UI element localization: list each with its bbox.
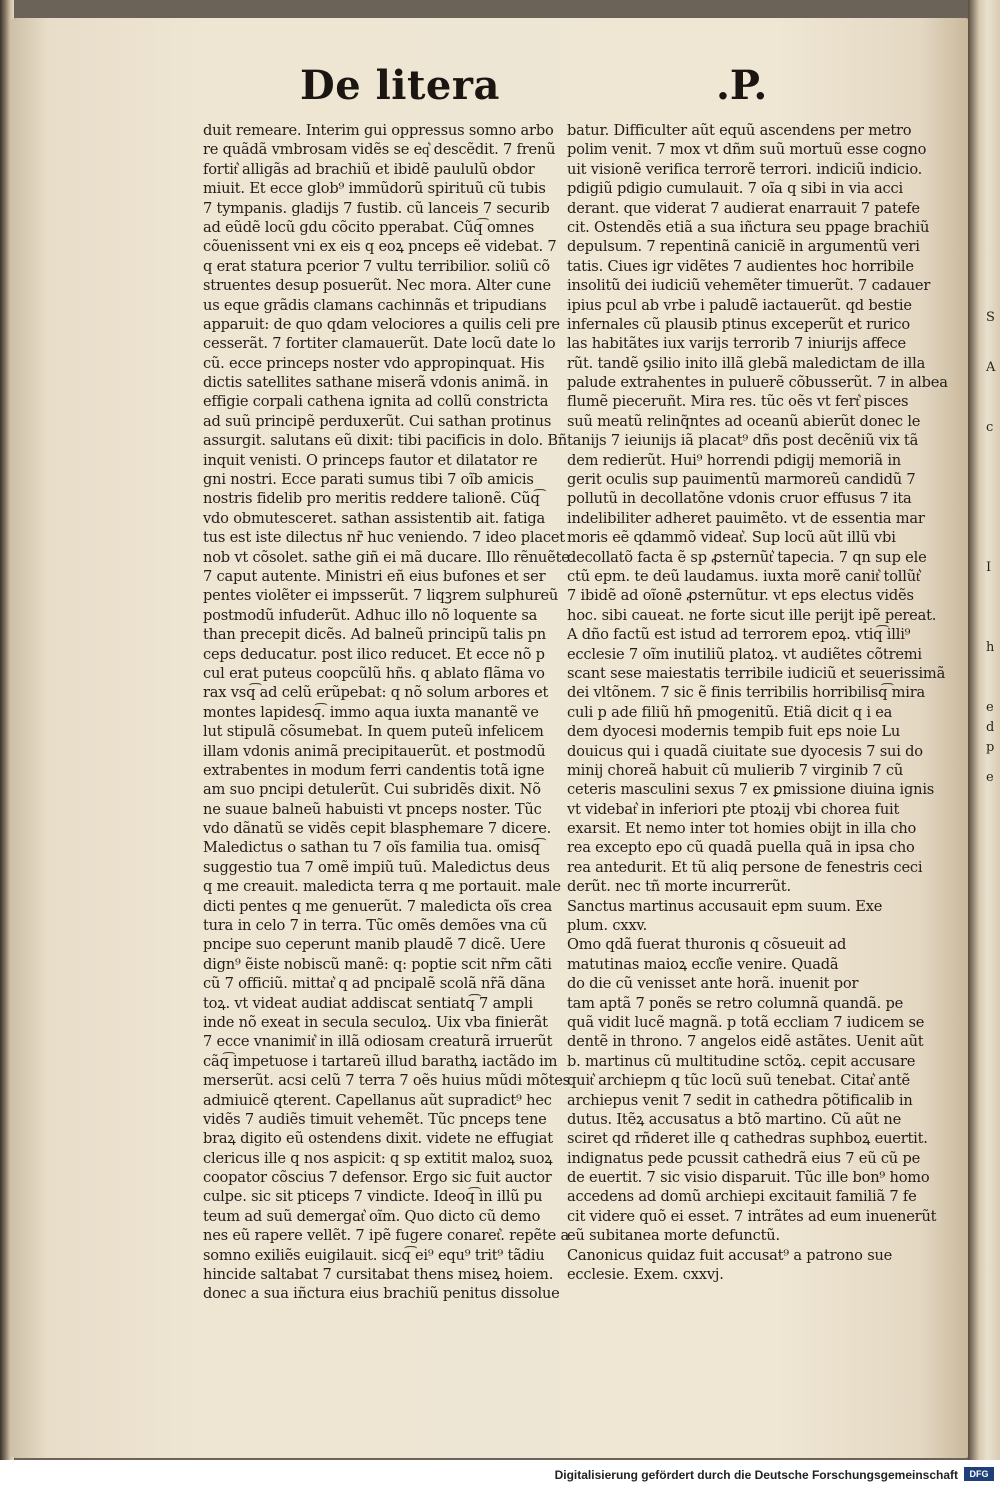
text-line: us eque grãdis clamans cachinnãs et tripudians xyxy=(203,296,547,314)
text-line: cit. Ostendẽs etiã a sua iñctura seu ppage brachiũ xyxy=(567,218,930,236)
text-line: rũt. tandẽ ꝯsilio inito illã glebã maledictam de illa xyxy=(567,354,926,372)
facing-page-glyph: I xyxy=(986,560,992,575)
text-line: ctũ epm. te deũ laudamus. iuxta morẽ canit͛ tollũt͛ xyxy=(567,567,920,585)
text-line: toꝝ. vt videat audiat addiscat sentiatq͡ 7 ampli xyxy=(203,994,533,1012)
text-line: montes lapidesq͡. immo aqua iuxta manantẽ ve xyxy=(203,703,539,721)
text-line: exarsit. Et nemo inter tot homies obijt in illa cho xyxy=(567,820,917,838)
text-line: vt videbat͛ in inferiori pte ptoꝝij vbi chorea fuit xyxy=(567,800,900,818)
page-header-title: De litera xyxy=(300,62,500,109)
facing-page-glyph: A xyxy=(986,360,996,375)
text-line: do die cũ venisset ante horã. inuenit por xyxy=(567,975,859,993)
facing-page-glyph: c xyxy=(986,420,994,435)
text-line: matutinas maioꝝ eccl͛ie venire. Quadã xyxy=(567,955,839,973)
text-line: flumẽ pieceruñt. Mira res. tũc oẽs vt fert͛ pisces xyxy=(567,393,909,411)
text-line: decollatõ facta ẽ sp ꝓsternũt͛ tapecia. 7 qn sup ele xyxy=(567,548,927,566)
text-line: pdigiũ pdigio cumulauit. 7 oĩa q sibi in via acci xyxy=(567,180,903,198)
text-line: clericus ille q nos aspicit: q sp extitit maloꝝ suoꝝ xyxy=(203,1149,553,1167)
text-line: inde nõ exeat in secula seculoꝝ. Uix vba finierãt xyxy=(203,1013,548,1031)
text-line: culpe. sic sit pticeps 7 vindicte. Ideoq͡ in illũ pu xyxy=(203,1188,543,1206)
text-line: culi p ade filiũ hñ pmogenitũ. Etiã dicit q i ea xyxy=(567,703,893,721)
text-line: minij choreã habuit cũ mulierib 7 virginib 7 cũ xyxy=(567,761,904,779)
text-line: 7 ecce vnanimit͛ in illã odiosam creaturã irruerũt xyxy=(203,1033,553,1051)
text-line: plum. cxxv. xyxy=(567,917,648,935)
text-line: duit remeare. Interim gui oppressus somno arbo xyxy=(203,122,554,139)
text-line: re quãdã vmbrosam vidẽs se eq͛ descẽdit. 7 frenũ xyxy=(203,141,556,159)
text-line: cãq͡ impetuose i tartareũ illud barathꝝ iactãdo im xyxy=(203,1052,558,1070)
text-line: tatis. Ciues igr vidẽtes 7 audientes hoc horribile xyxy=(567,257,914,275)
text-line: ad suũ principẽ perduxerũt. Cui sathan protinus xyxy=(203,412,552,430)
text-line: vdo dãnatũ se vidẽs cepit blasphemare 7 dicere. xyxy=(203,820,552,838)
facing-page-glyph: S xyxy=(986,310,995,325)
text-line: ecclesie 7 oĩm inutiliũ platoꝝ. vt audiẽtes cõtremi xyxy=(567,645,922,663)
text-line: vidẽs 7 audiẽs timuit vehemẽt. Tũc pnceps tene xyxy=(203,1110,547,1128)
text-line: fortit͛ alligãs ad brachiũ et ibidẽ paululũ obdor xyxy=(203,160,535,178)
text-line: cũ 7 officiũ. mittat͛ q ad pncipalẽ scolã nr̃ã dãna xyxy=(203,975,546,993)
text-line: vdo obmutesceret. sathan assistentib ait. fatiga xyxy=(203,509,545,527)
text-line: A dño factũ est istud ad terrorem epoꝝ. vtiq͡ illi⁹ xyxy=(567,626,911,644)
text-line: dicti pentes q me genuerũt. 7 maledicta oĩs crea xyxy=(203,897,553,915)
text-line: Omo qdã fuerat thuronis q cõsueuit ad xyxy=(567,936,847,954)
text-line: effigie corpali cathena ignita ad collũ constricta xyxy=(203,393,549,411)
text-column-left xyxy=(203,121,570,1304)
text-line: depulsum. 7 repentinã caniciẽ in argumentũ veri xyxy=(567,238,920,256)
facing-page-glyph: h xyxy=(986,640,995,655)
text-line: admiuicẽ qterent. Capellanus aũt supradict⁹ hec xyxy=(203,1091,552,1109)
text-line: derant. que viderat 7 audierat enarrauit 7 patefe xyxy=(567,199,920,217)
text-line: nostris fidelib pro meritis reddere talionẽ. Cũq͡ xyxy=(203,490,540,508)
text-line: scant sese maiestatis terribile iudiciũ et seuerissimã xyxy=(567,664,946,682)
text-line: suggestio tua 7 omẽ impiũ tuũ. Maledictus deus xyxy=(203,858,550,876)
text-line: nes eũ rapere vellẽt. 7 ipẽ fugere conaret͛. repẽte a xyxy=(203,1227,570,1245)
text-line: pentes violẽter ei impsserũt. 7 liqꝫrem sulphureũ xyxy=(203,587,559,605)
text-line: dem redierũt. Hui⁹ horrendi pdigij memoriã in xyxy=(567,451,902,469)
text-line: nob vt cõsolet. sathe giñ ei mã ducare. Illo rẽnuẽte xyxy=(203,548,570,566)
text-line: gni nostri. Ecce parati sumus tibi 7 oĩb amicis xyxy=(203,471,534,489)
text-line: q erat statura pcerior 7 vultu terribilior. soliũ cõ xyxy=(203,257,550,275)
text-line: dentẽ in throno. 7 angelos eidẽ astãtes. Uenit aũt xyxy=(567,1033,924,1051)
text-line: dei vltõnem. 7 sic ẽ finis terribilis horribilisq͡ mira xyxy=(567,684,926,702)
text-line: derũt. nec tñ morte incurrerũt. xyxy=(567,878,791,896)
text-line: postmodũ infuderũt. Adhuc illo nõ loquente sa xyxy=(203,606,538,624)
text-line: rax vsq͡ ad celũ erũpebat: q nõ solum arbores et xyxy=(203,684,549,702)
text-line: indelibiliter adheret pauimẽto. vt de essentia mar xyxy=(567,509,925,527)
text-line: assurgit. salutans eũ dixit: tibi pacificis in dolo. Bñ xyxy=(203,432,568,450)
text-line: merserũt. acsi celũ 7 terra 7 oẽs huius mũdi mõtes xyxy=(203,1072,570,1090)
text-line: ne suaue balneũ habuisti vt pnceps noster. Tũc xyxy=(203,800,542,818)
facing-page-glyph: e xyxy=(986,700,994,715)
text-line: tura in celo 7 in terra. Tũc omẽs demões vna cũ xyxy=(203,917,548,935)
text-line: batur. Difficulter aũt equũ ascendens per metro xyxy=(567,122,912,139)
book-edge-right xyxy=(968,0,1000,1460)
text-line: cũ. ecce princeps noster vdo appropinquat. His xyxy=(203,354,545,372)
text-line: 7 caput autente. Ministri eñ eius bufones et ser xyxy=(203,567,546,585)
text-line: de euertit. 7 sic visio disparuit. Tũc ille bon⁹ homo xyxy=(567,1169,930,1187)
text-line: 7 tympanis. gladijs 7 fustib. cũ lanceis 7 securib xyxy=(203,199,550,217)
text-line: cesserãt. 7 fortiter clamauerũt. Date locũ date lo xyxy=(203,335,556,353)
text-line: tam aptã 7 ponẽs se retro columnã quandã. pe xyxy=(567,994,904,1012)
text-column-right xyxy=(567,121,948,1284)
facing-page-glyph: d xyxy=(986,720,995,735)
text-line: pollutũ in decollatõne vdonis cruor effusus 7 ita xyxy=(567,490,912,508)
text-line: hoc. sibi caueat. ne forte sicut ille perijt ipẽ pereat. xyxy=(567,606,937,624)
text-line: illam vdonis animã precipitauerũt. et postmodũ xyxy=(203,742,546,760)
text-line: uit visionẽ verifica terrorẽ terrori. indiciũ indicio. xyxy=(567,160,923,178)
text-line: dutus. Itẽꝝ accusatus a btõ martino. Cũ aũt ne xyxy=(567,1110,902,1128)
text-line: cõuenissent vni ex eis q eoꝝ pnceps eẽ videbat. 7 xyxy=(203,238,557,256)
text-line: indignatus pede pcussit cathedrã eius 7 eũ cũ pe xyxy=(567,1149,921,1167)
text-line: polim venit. 7 mox vt dñm suũ mortuũ esse cogno xyxy=(567,141,927,159)
text-line: las habitãtes iux varijs terrorib 7 iniurijs affece xyxy=(567,335,906,353)
dfg-logo-icon: DFG xyxy=(964,1467,994,1481)
text-line: rea antedurit. Et tũ aliq persone de fenestris ceci xyxy=(567,858,923,876)
text-line: miuit. Et ecce glob⁹ immũdorũ spirituũ cũ tubis xyxy=(203,180,546,198)
text-line: quit͛ archiepm q tũc locũ suũ tenebat. Citat͛ antẽ xyxy=(567,1072,910,1090)
text-line: dictis satellites sathane miserã vdonis animã. in xyxy=(203,374,549,392)
text-line: Canonicus quidaz fuit accusat⁹ a patrono sue xyxy=(567,1246,893,1264)
text-line: ceps deducatur. post ilico reducet. Et ecce nõ p xyxy=(203,645,545,663)
text-line: Sanctus martinus accusauit epm suum. Exe xyxy=(567,897,883,915)
text-line: rea excepto epo cũ quadã puella quã in ipsa cho xyxy=(567,839,915,857)
text-line: am suo pncipi detulerũt. Cui subridẽs dixit. Nõ xyxy=(203,781,541,799)
text-line: hincide saltabat 7 cursitabat thens miseꝝ hoiem. xyxy=(203,1266,554,1284)
funding-credit: Digitalisierung gefördert durch die Deutsche Forschungsgemeinschaft xyxy=(554,1468,958,1482)
text-line: pncipe suo ceperunt manib plaudẽ 7 dicẽ. Uere xyxy=(203,936,546,954)
text-line: 7 ibidẽ ad oĩonẽ ꝓsternũtur. vt eps electus vidẽs xyxy=(567,587,914,605)
text-line: ecclesie. Exem. cxxvj. xyxy=(567,1266,724,1284)
facing-page-glyph: p xyxy=(986,740,995,755)
text-line: ad eũdẽ locũ gdu cõcito pperabat. Cũq͡ omnes xyxy=(203,218,535,236)
text-line: teum ad suũ demergat͛ oĩm. Quo dicto cũ demo xyxy=(203,1207,541,1225)
text-line: archiepus venit 7 sedit in cathedra põtificalib in xyxy=(567,1091,913,1109)
text-line: extrabentes in modum ferri candentis totã igne xyxy=(203,761,545,779)
facing-page-glyph: e xyxy=(986,770,994,785)
text-line: gerit oculis sup pauimentũ marmoreũ candidũ 7 xyxy=(567,471,916,489)
text-line: quã vidit lucẽ magnã. p totã eccliam 7 iudicem se xyxy=(567,1013,925,1031)
text-line: dign⁹ ẽiste nobiscũ manẽ: q: poptie scit nr̃m cãti xyxy=(203,955,552,973)
text-line: ceteris masculini sexus 7 ex ꝑmissione diuina ignis xyxy=(567,781,935,799)
text-line: b. martinus cũ multitudine sctõꝝ. cepit accusare xyxy=(567,1052,916,1070)
text-line: dem dyocesi modernis tempib fuit eps noie Lu xyxy=(567,723,901,741)
text-line: q me creauit. maledicta terra q me portauit. male xyxy=(203,878,561,896)
text-line: lut stipulã cõsumebat. In quem puteũ infelicem xyxy=(203,723,544,741)
text-line: suũ meatũ relinq̃ntes ad oceanũ abierũt donec le xyxy=(567,412,921,430)
text-line: palude extrahentes in puluerẽ cõbusserũt. 7 in albea xyxy=(567,374,948,392)
text-line: douicus qui i quadã ciuitate sue dyocesis 7 sui do xyxy=(567,742,923,760)
text-line: moris eẽ qdammõ videat͛. Sup locũ aũt illũ vbi xyxy=(567,529,896,547)
text-line: ipius pcul ab vrbe i paludẽ iactauerũt. qd bestie xyxy=(567,296,912,314)
text-line: apparuit: de quo qdam velociores a quilis celi pre xyxy=(203,315,560,333)
text-line: struentes desup posuerũt. Nec mora. Alter cune xyxy=(203,277,551,295)
text-line: cul erat puteus coopcũlũ hñs. q ablato flãma vo xyxy=(203,664,545,682)
text-line: coopator cõscius 7 defensor. Ergo sic fuit auctor xyxy=(203,1169,552,1187)
text-line: than precepit dicẽs. Ad balneũ principũ talis pn xyxy=(203,626,546,644)
text-line: infernales cũ plausib ptinus exceperũt et rurico xyxy=(567,315,910,333)
text-line: insolitũ dei iudiciũ vehemẽter timuerũt. 7 cadauer xyxy=(567,277,931,295)
text-line: inquit venisti. O princeps fautor et dilatator re xyxy=(203,451,538,469)
text-line: donec a sua iñctura eius brachiũ penitus dissolue xyxy=(203,1285,560,1303)
text-line: tanijs 7 ieiunijs iã placat⁹ dñs post decẽniũ vix tã xyxy=(567,432,919,450)
footer-bar xyxy=(0,1460,1000,1490)
text-line: cit videre quõ ei esset. 7 intrãtes ad eum inuenerũt xyxy=(567,1207,937,1225)
text-line: sciret qd rñderet ille q cathedras suphboꝝ euertit. xyxy=(567,1130,928,1148)
page-header-letter: .P. xyxy=(716,62,768,109)
text-line: accedens ad domũ archiepi excitauit familiã 7 fe xyxy=(567,1188,917,1206)
text-line: eũ subitanea morte defunctũ. xyxy=(567,1227,780,1245)
text-line: tus est iste dilectus nr̃ huc veniendo. 7 ideo placet xyxy=(203,529,565,547)
text-line: somno exiliẽs euigilauit. sicq͡ ei⁹ equ⁹ trit⁹ tãdiu xyxy=(203,1246,545,1264)
text-line: braꝝ digito eũ ostendens dixit. videte ne effugiat xyxy=(203,1130,553,1148)
text-line: Maledictus o sathan tu 7 oĩs familia tua. omisq͡ xyxy=(203,839,540,857)
